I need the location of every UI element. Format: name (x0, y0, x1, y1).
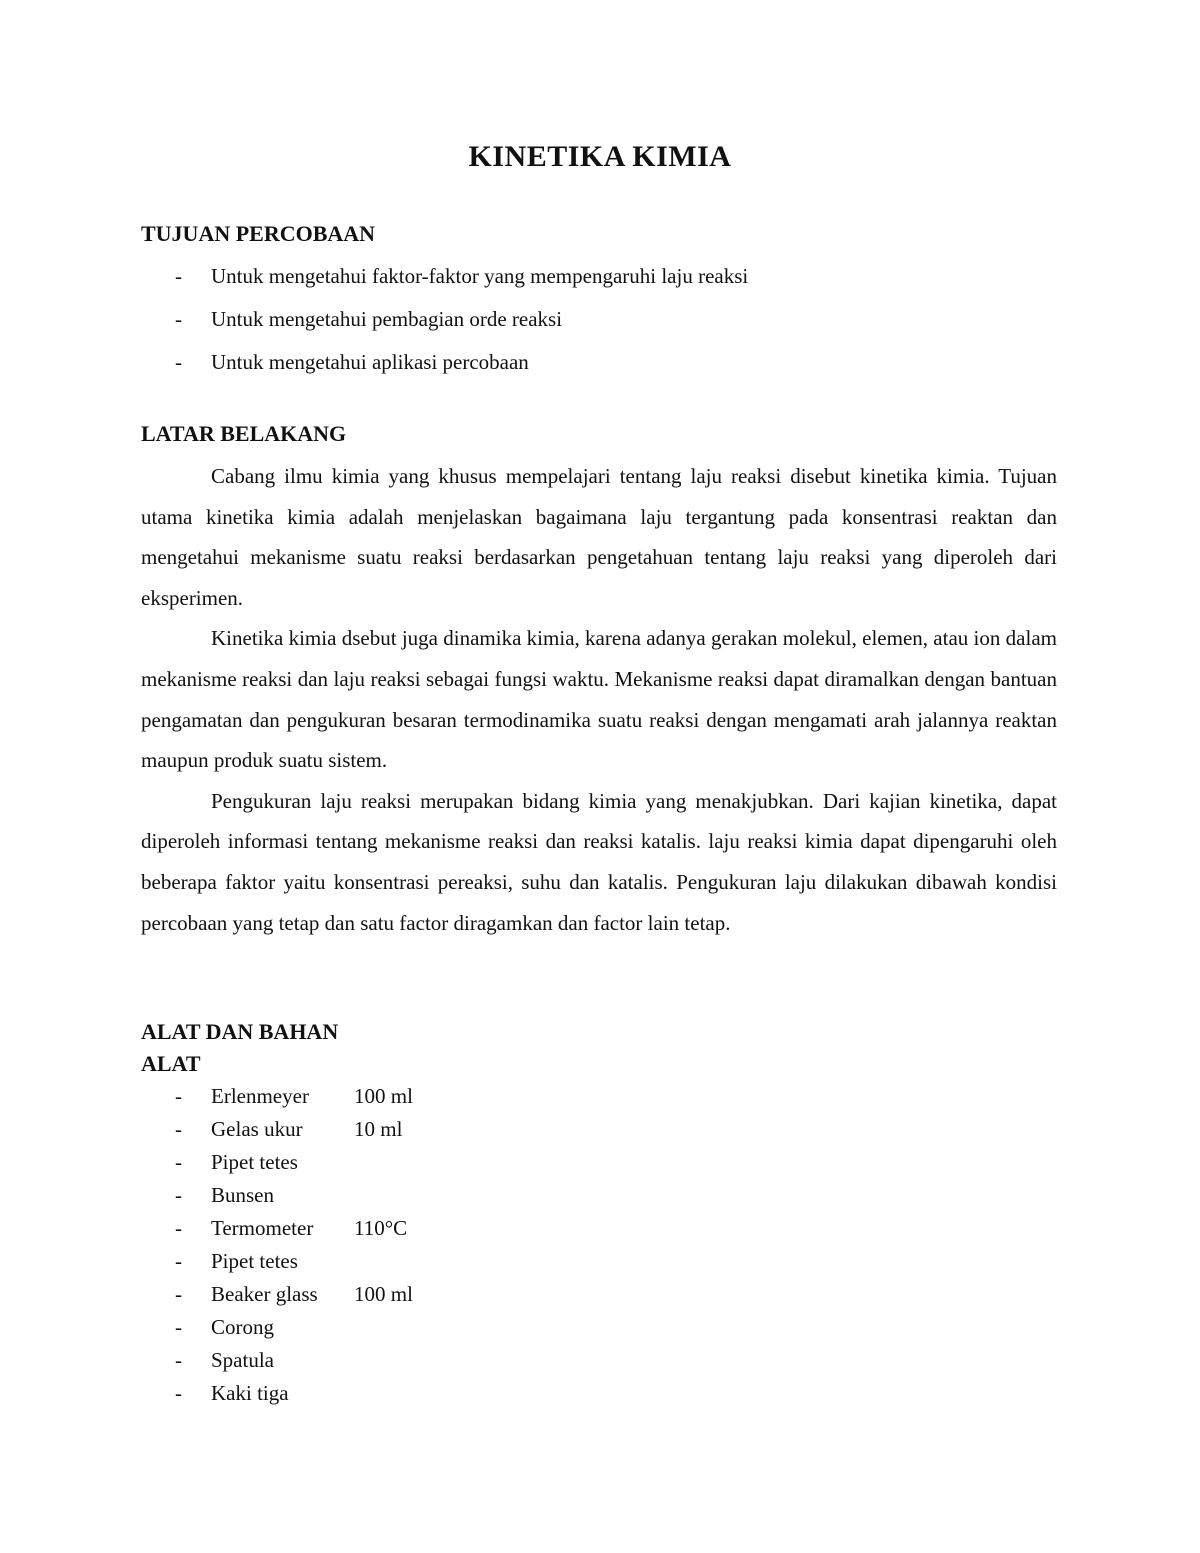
paragraph: Kinetika kimia dsebut juga dinamika kimia, karena adanya gerakan molekul, elemen, atau ion dalam mekanisme reaksi dan laju reaksi sebagai fungsi waktu. Mekanisme reaksi dapat diramalkan dengan bantuan pengamatan dan pengukuran besaran termodinamika suatu reaksi dengan mengamati arah jalannya reaktan maupun produk suatu sistem. (141, 626, 1057, 773)
alat-heading: ALAT (141, 1051, 201, 1076)
dash-marker: - (175, 1216, 182, 1240)
dash-marker: - (175, 1150, 182, 1174)
dash-marker: - (175, 1249, 182, 1273)
item-name: Termometer (211, 1216, 314, 1240)
item-size: 100 ml (354, 1282, 413, 1306)
dash-marker: - (175, 1315, 182, 1339)
item-name: Bunsen (211, 1183, 274, 1207)
item-name: Corong (211, 1315, 274, 1339)
dash-marker: - (175, 1183, 182, 1207)
paragraph: Pengukuran laju reaksi merupakan bidang kimia yang menakjubkan. Dari kajian kinetika, dapat diperoleh informasi tentang mekanisme reaksi dan reaksi katalis. laju reaksi kimia dapat dipengaruhi oleh beberapa faktor yaitu konsentrasi pereaksi, suhu dan katalis. Pengukuran laju dilakukan dibawah kondisi percobaan yang tetap dan satu factor diragamkan dan factor lain tetap. (141, 788, 1057, 935)
dash-marker: - (175, 264, 182, 288)
dash-marker: - (175, 1381, 182, 1405)
alat-bahan-heading: ALAT DAN BAHAN (141, 1019, 339, 1044)
dash-marker: - (175, 1117, 182, 1141)
dash-marker: - (175, 1282, 182, 1306)
paragraph: Cabang ilmu kimia yang khusus mempelajari tentang laju reaksi disebut kinetika kimia. Tujuan utama kinetika kimia adalah menjelaskan bagaimana laju tergantung pada konsentrasi reaktan dan mengetahui mekanisme suatu reaksi berdasarkan pengetahuan tentang laju reaksi yang diperoleh dari eksperimen. (141, 464, 1057, 610)
dash-marker: - (175, 1348, 182, 1372)
item-size: 100 ml (354, 1084, 413, 1108)
document-title: KINETIKA KIMIA (468, 140, 732, 173)
item-name: Erlenmeyer (211, 1084, 309, 1108)
document-page: KINETIKA KIMIA TUJUAN PERCOBAAN - Untuk mengetahui faktor-faktor yang mempengaruhi laju reaksi - Untuk mengetahui pembagian orde reaksi - Untuk mengetahui aplikasi percobaan LATAR BELAKANG Cabang ilmu kimia yang khusus mempelajari tentang laju reaksi disebut kinetika kimia. Tujuan utama kinetika kimia adalah menjelaskan bagaimana laju tergantung pada konsentrasi reaktan dan mengetahui mekanisme suatu reaksi berdasarkan pengetahuan tentang laju reaksi yang diperoleh dari eksperimen. Kinetika kimia dsebut juga dinamika kimia, karena adanya gerakan molekul, elemen, atau ion dalam mekanisme reaksi dan laju reaksi sebagai fungsi waktu. Mekanisme reaksi dapat diramalkan dengan bantuan pengamatan dan pengukuran besaran termodinamika suatu reaksi dengan mengamati arah jalannya reaktan maupun produk suatu sistem. Pengukuran laju reaksi merupakan bidang kimia yang menakjubkan. Dari kajian kinetika, dapat diperoleh informasi tentang mekanisme reaksi dan reaksi katalis. laju reaksi kimia dapat dipengaruhi oleh beberapa faktor yaitu konsentrasi pereaksi, suhu dan katalis. Pengukuran laju dilakukan dibawah kondisi percobaan yang tetap dan satu factor diragamkan dan factor lain tetap. ALAT DAN BAHAN ALAT - Erlenmeyer 100 ml - Gelas ukur 10 ml - Pipet tetes - Bunsen - Termometer 110°C - Pipet tetes - Beaker glass 100 ml - Corong - Spatula - Kaki tiga (0, 0, 1200, 1553)
latar-body (141, 456, 1057, 943)
item-size: 110°C (354, 1216, 408, 1240)
tujuan-heading: TUJUAN PERCOBAAN (141, 221, 376, 246)
latar-heading: LATAR BELAKANG (141, 421, 347, 446)
item-name: Gelas ukur (211, 1117, 303, 1141)
dash-marker: - (175, 1084, 182, 1108)
item-name: Pipet tetes (211, 1249, 298, 1273)
item-name: Pipet tetes (211, 1150, 298, 1174)
item-name: Spatula (211, 1348, 274, 1372)
item-name: Beaker glass (211, 1282, 318, 1306)
dash-marker: - (175, 307, 182, 331)
item-size: 10 ml (354, 1117, 403, 1141)
item-name: Kaki tiga (211, 1381, 289, 1405)
dash-marker: - (175, 350, 182, 374)
